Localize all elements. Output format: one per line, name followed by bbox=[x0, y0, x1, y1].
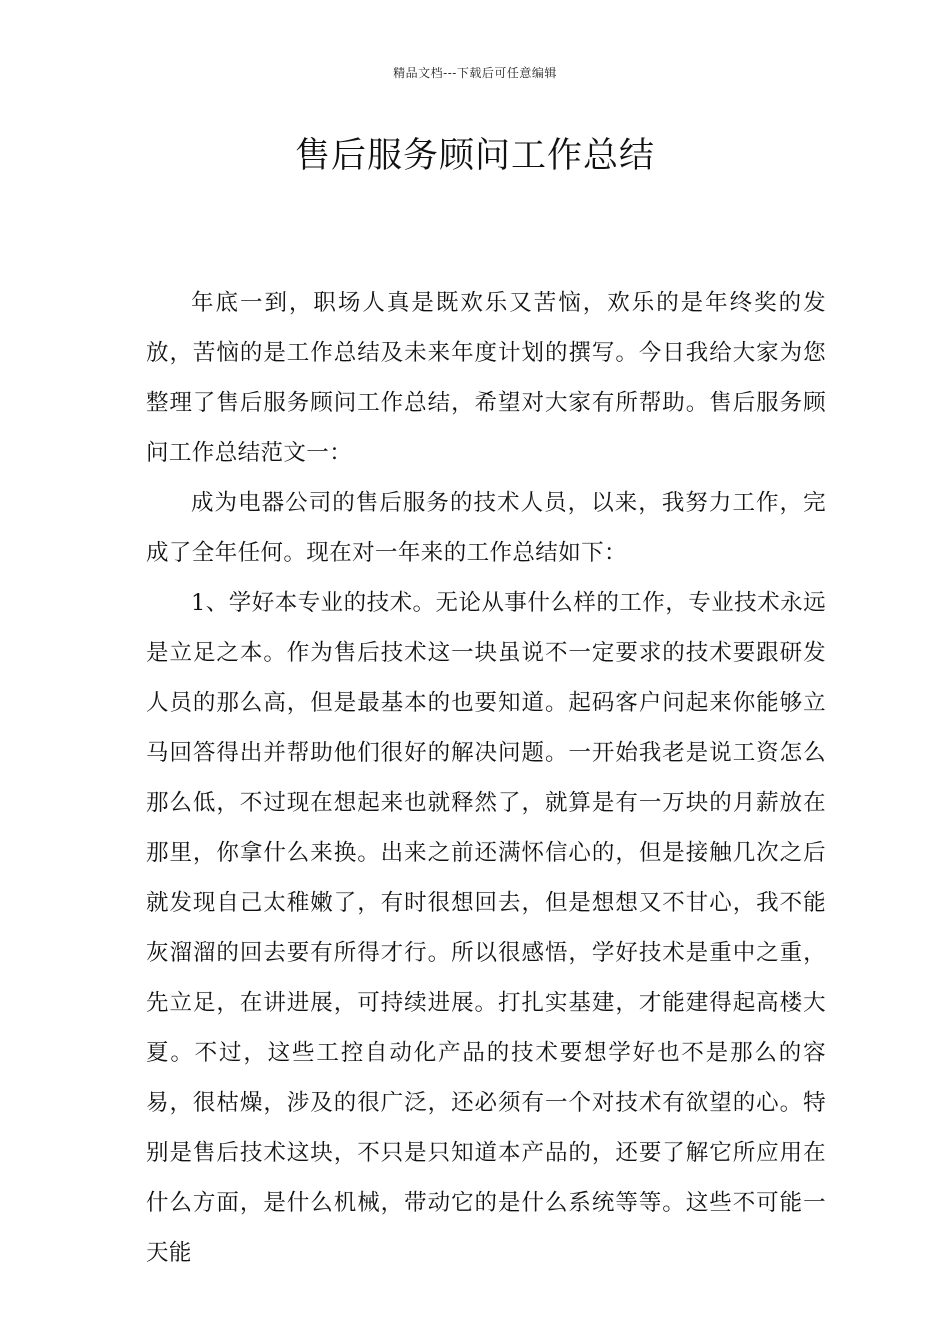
document-title: 售后服务顾问工作总结 bbox=[294, 136, 655, 176]
paragraph-point-1: 1、学好本专业的技术。无论从事什么样的工作，专业技术永远是立足之本。作为售后技术这一块虽说不一定要求的技术要跟研发人员的那么高，但是最基本的也要知道。起码客户问起来你能够立马回答得出并帮助他们很好的解决问题。一开始我老是说工资怎么那么低，不过现在想起来也就释然了，就算是有一万块的月薪放在那里，你拿什么来换。出来之前还满怀信心的，但是接触几次之后就发现自己太稚嫩了，有时很想回去，但是想想又不甘心，我不能灰溜溜的回去要有所得才行。所以很感悟，学好技术是重中之重，先立足，在讲进展，可持续进展。打扎实基建，才能建得起高楼大夏。不过，这些工控自动化产品的技术要想学好也不是那么的容易，很枯燥，涉及的很广泛，还必须有一个对技术有欲望的心。特别是售后技术这块，不只是只知道本产品的，还要了解它所应用在什么方面，是什么机械，带动它的是什么系统等等。这些不可能一天能 bbox=[146, 590, 826, 1266]
paragraph-intro: 年底一到，职场人真是既欢乐又苦恼，欢乐的是年终奖的发放，苦恼的是工作总结及未来年度计划的撰写。今日我给大家为您整理了售后服务顾问工作总结，希望对大家有所帮助。售后服务顾问工作总结范文一： bbox=[146, 290, 826, 466]
page-header-note: 精品文档---下载后可任意编辑 bbox=[393, 66, 557, 80]
document-body bbox=[146, 278, 826, 1278]
paragraph-overview: 成为电器公司的售后服务的技术人员，以来，我努力工作，完成了全年任何。现在对一年来的工作总结如下： bbox=[146, 490, 826, 566]
